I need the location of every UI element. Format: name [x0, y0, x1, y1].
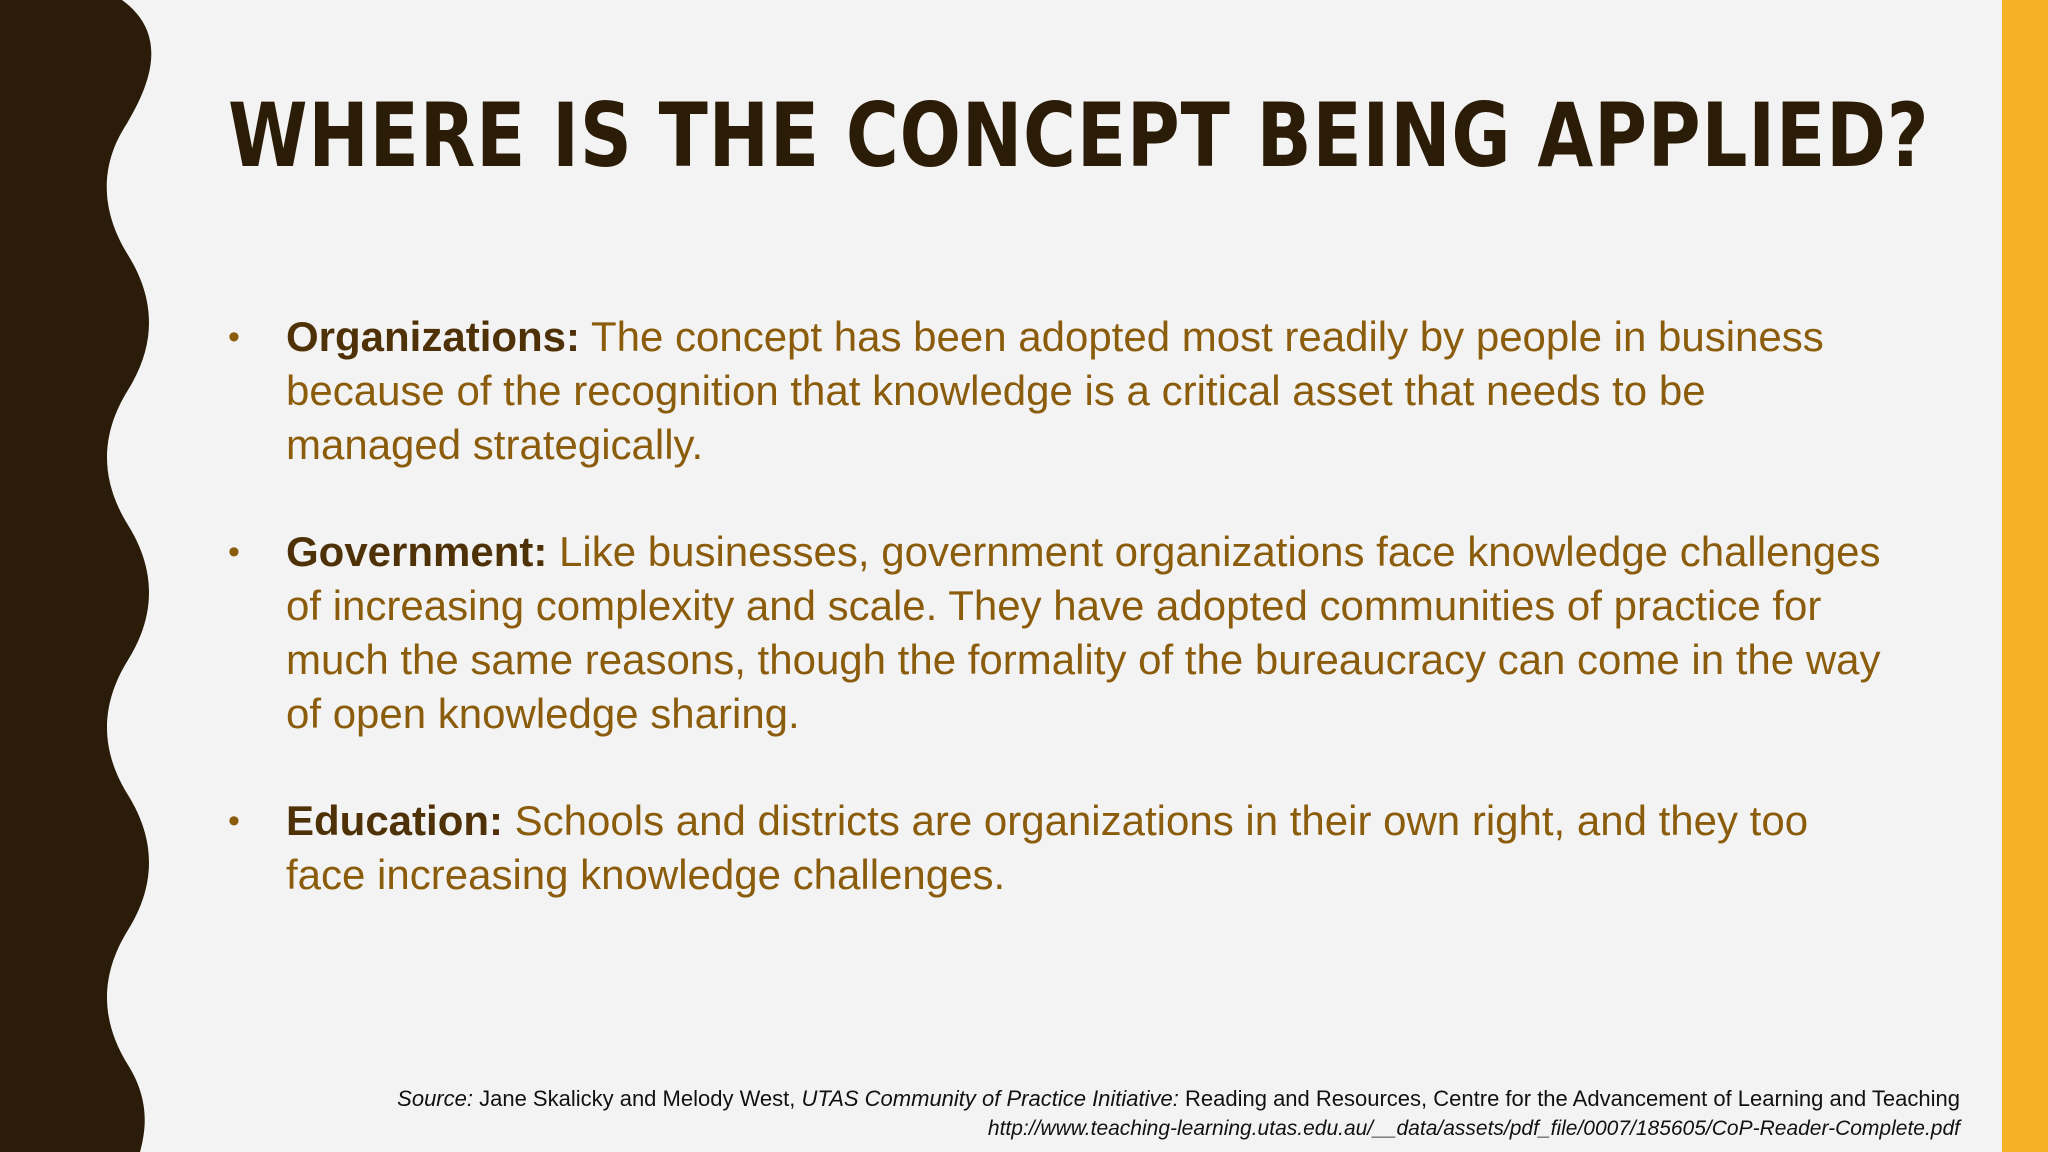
bullet-text: The concept has been adopted most readily by people in business because of the recognition that knowledge is a critical asset that needs to be managed strategically.: [286, 313, 1824, 468]
source-url-link[interactable]: http://www.teaching-learning.utas.edu.au/__data/assets/pdf_file/0007/185605/CoP-Reader-Complete.pdf: [987, 1117, 1960, 1140]
source-authors: Jane Skalicky and Melody West,: [472, 1086, 802, 1111]
right-accent-bar: [2002, 0, 2048, 1152]
source-label: Source:: [397, 1086, 473, 1111]
source-publication: UTAS Community of Practice Initiative:: [801, 1086, 1179, 1111]
bullet-term: Education:: [286, 797, 503, 844]
source-citation: [397, 1084, 1960, 1144]
bullet-dot: •: [228, 318, 240, 356]
bullet-text: Schools and districts are organizations in their own right, and they too face increasing knowledge challenges.: [286, 797, 1809, 898]
bullet-dot: •: [228, 533, 240, 571]
bullet-text: Like businesses, government organizations face knowledge challenges of increasing complexity and scale. They have adopted communities of practice for much the same reasons, though the formality of the bureaucracy can come in the way of open knowledge sharing.: [286, 528, 1881, 737]
bullet-item-education: [228, 794, 1888, 902]
left-wave-band: [0, 0, 160, 1152]
bullet-list: [228, 310, 1888, 955]
bullet-term: Government:: [286, 528, 548, 575]
bullet-item-organizations: [228, 310, 1888, 472]
bullet-item-government: [228, 525, 1888, 741]
slide-title: WHERE IS THE CONCEPT BEING APPLIED?: [228, 84, 1930, 187]
wave-shape: [0, 0, 151, 1152]
bullet-dot: •: [228, 802, 240, 840]
source-publisher: Reading and Resources, Centre for the Advancement of Learning and Teaching: [1178, 1086, 1960, 1111]
bullet-term: Organizations:: [286, 313, 581, 360]
